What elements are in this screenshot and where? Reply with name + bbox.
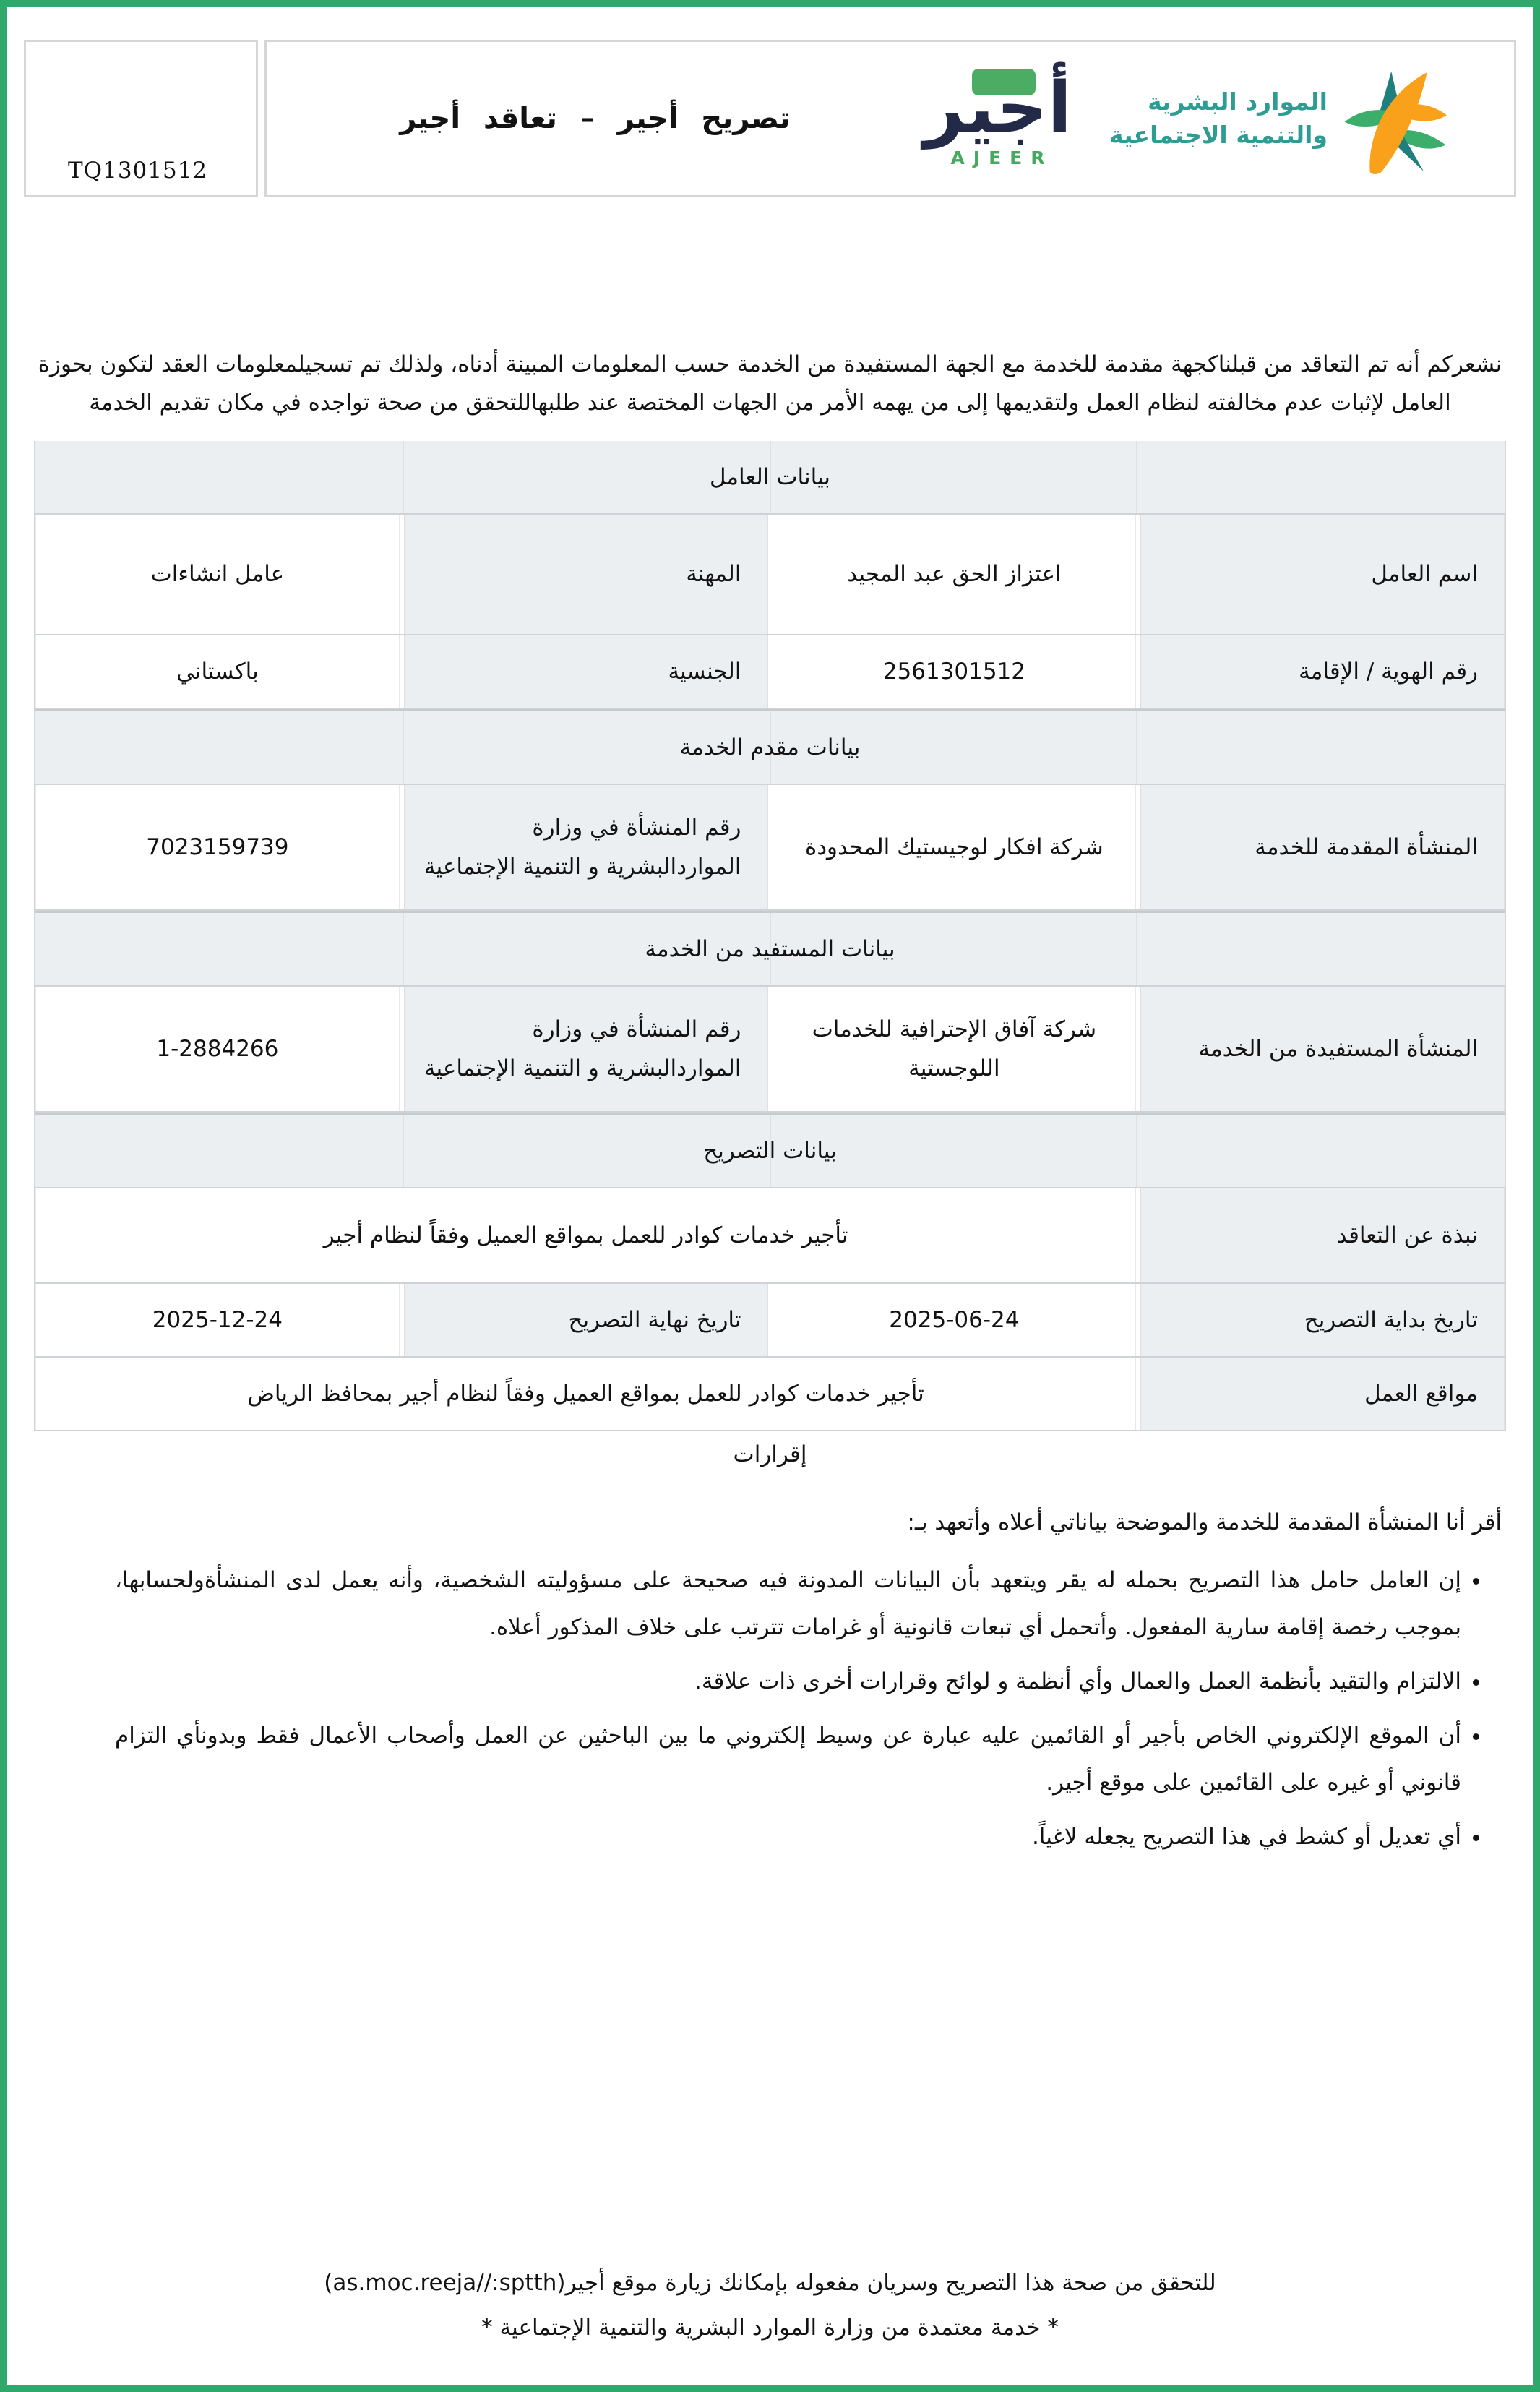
- table-row-beneficiary: [35, 987, 1505, 1113]
- table-row-permit-dates: [35, 1284, 1505, 1358]
- declarations-title: إقرارات: [733, 1441, 807, 1467]
- contract-summary-label: نبذة عن التعاقد: [1140, 1188, 1505, 1282]
- provider-name-label: المنشأة المقدمة للخدمة: [1140, 785, 1505, 909]
- ajeer-logo-mark: [923, 67, 1072, 150]
- permit-end-date-label: تاريخ نهاية التصريح: [404, 1284, 768, 1356]
- page-footer: [7, 2270, 1533, 2385]
- permit-end-date-value: 2025-12-24: [35, 1284, 400, 1356]
- work-locations-value: تأجير خدمات كوادر للعمل بمواقع العميل وفقاً لنظام أجير بمحافظ الرياض: [35, 1358, 1136, 1430]
- contract-summary-value: تأجير خدمات كوادر للعمل بمواقع العميل وفقاً لنظام أجير: [35, 1188, 1136, 1282]
- permit-table: [34, 441, 1506, 1431]
- table-row-worker-id: [35, 635, 1505, 709]
- provider-name-value: شركة افكار لوجيستيك المحدودة: [773, 785, 1137, 909]
- footer-accreditation-line: * خدمة معتمدة من وزارة الموارد البشرية والتنمية الإجتماعية *: [481, 2315, 1059, 2341]
- beneficiary-number-value: 1-2884266: [35, 987, 400, 1111]
- worker-nationality-value: باكستاني: [35, 635, 400, 708]
- provider-number-label: رقم المنشأة في وزارة المواردالبشرية و التنمية الإجتماعية: [404, 785, 768, 909]
- declarations-list: [115, 1557, 1490, 1869]
- section-header-provider: بيانات مقدم الخدمة: [35, 709, 1505, 785]
- section-header-permit: بيانات التصريح: [35, 1113, 1505, 1188]
- worker-profession-value: عامل انشاءات: [35, 515, 400, 634]
- ajeer-logo: [924, 69, 1072, 168]
- work-locations-label: مواقع العمل: [1140, 1358, 1505, 1430]
- permit-number: TQ1301512: [68, 158, 208, 184]
- table-row-work-locations: [35, 1358, 1505, 1431]
- table-row-worker-name: [35, 515, 1505, 635]
- provider-number-value: 7023159739: [35, 785, 400, 909]
- declaration-item: • أن الموقع الإلكتروني الخاص بأجير أو القائمين عليه عبارة عن وسيط إلكتروني ما بين الباحثين عن العمل وأصحاب الأعمال فقط وبدونأي التزام قانوني أو غيره على القائمين على موقع أجير.: [115, 1712, 1461, 1806]
- worker-profession-label: المهنة: [404, 515, 768, 634]
- beneficiary-name-value: شركة آفاق الإحترافية للخدمات اللوجستية: [773, 987, 1137, 1111]
- ministry-name: [1109, 85, 1328, 152]
- permit-start-date-value: 2025-06-24: [773, 1284, 1137, 1356]
- header: [24, 40, 1516, 197]
- section-header-beneficiary: بيانات المستفيد من الخدمة: [35, 911, 1505, 987]
- intro-paragraph: نشعركم أنه تم التعاقد من قبلناكجهة مقدمة للخدمة مع الجهة المستفيدة من الخدمة حسب المعلومات المبينة أدناه، ولذلك تم تسجيلمعلومات العقد لتكون بحوزة العامل لإثبات عدم مخالفته لنظام العمل ولتقديمها إلى من يهمه الأمر من الجهات المختصة عند طلبهاللتحقق من صحة تواجده في مكان تقديم الخدمة: [38, 351, 1502, 416]
- worker-name-label: اسم العامل: [1140, 515, 1505, 634]
- worker-name-value: اعتزاز الحق عبد المجيد: [773, 515, 1137, 634]
- ajeer-logo-arabic: أجير: [923, 67, 1072, 150]
- ministry-logo: [1109, 58, 1449, 179]
- declarations-intro: أقر أنا المنشأة المقدمة للخدمة والموضحة بياناتي أعلاه وأتعهد بـ:: [907, 1509, 1502, 1535]
- ministry-name-line2: والتنمية الاجتماعية: [1109, 121, 1328, 149]
- page-title: تصريح أجير – تعاقد أجير: [400, 102, 791, 135]
- worker-nationality-label: الجنسية: [404, 635, 768, 708]
- permit-number-box: [24, 40, 258, 197]
- table-row-contract-summary: [35, 1188, 1505, 1284]
- title-box: [264, 40, 1516, 197]
- ajeer-logo-latin: AJEER: [950, 147, 1054, 168]
- section-header-worker: بيانات العامل: [35, 441, 1505, 515]
- permit-start-date-label: تاريخ بداية التصريح: [1140, 1284, 1505, 1356]
- declaration-item: • إن العامل حامل هذا التصريح بحمله له يقر ويتعهد بأن البيانات المدونة فيه صحيحة على مسؤوليته الشخصية، وأنه يعمل لدى المنشأةولحسابها، بموجب رخصة إقامة سارية المفعول. وأتحمل أي تبعات قانونية أو غرامات تترتب على خلاف المذكور أعلاه.: [115, 1557, 1461, 1651]
- table-row-provider: [35, 785, 1505, 911]
- ministry-name-line1: الموارد البشرية: [1148, 87, 1328, 116]
- beneficiary-number-label: رقم المنشأة في وزارة المواردالبشرية و التنمية الإجتماعية: [404, 987, 768, 1111]
- declaration-item: • الالتزام والتقيد بأنظمة العمل والعمال وأي أنظمة و لوائح وقرارات أخرى ذات علاقة.: [115, 1658, 1461, 1705]
- worker-id-label: رقم الهوية / الإقامة: [1140, 635, 1505, 708]
- worker-id-value: 2561301512: [773, 635, 1137, 708]
- ministry-palm-emblem-icon: [1339, 58, 1449, 179]
- beneficiary-name-label: المنشأة المستفيدة من الخدمة: [1140, 987, 1505, 1111]
- footer-verify-line: للتحقق من صحة هذا التصريح وسريان مفعوله بإمكانك زيارة موقع أجير(as.moc.reeja//:sptth): [324, 2270, 1216, 2296]
- declaration-item: • أي تعديل أو كشط في هذا التصريح يجعله لاغياً.: [115, 1814, 1461, 1861]
